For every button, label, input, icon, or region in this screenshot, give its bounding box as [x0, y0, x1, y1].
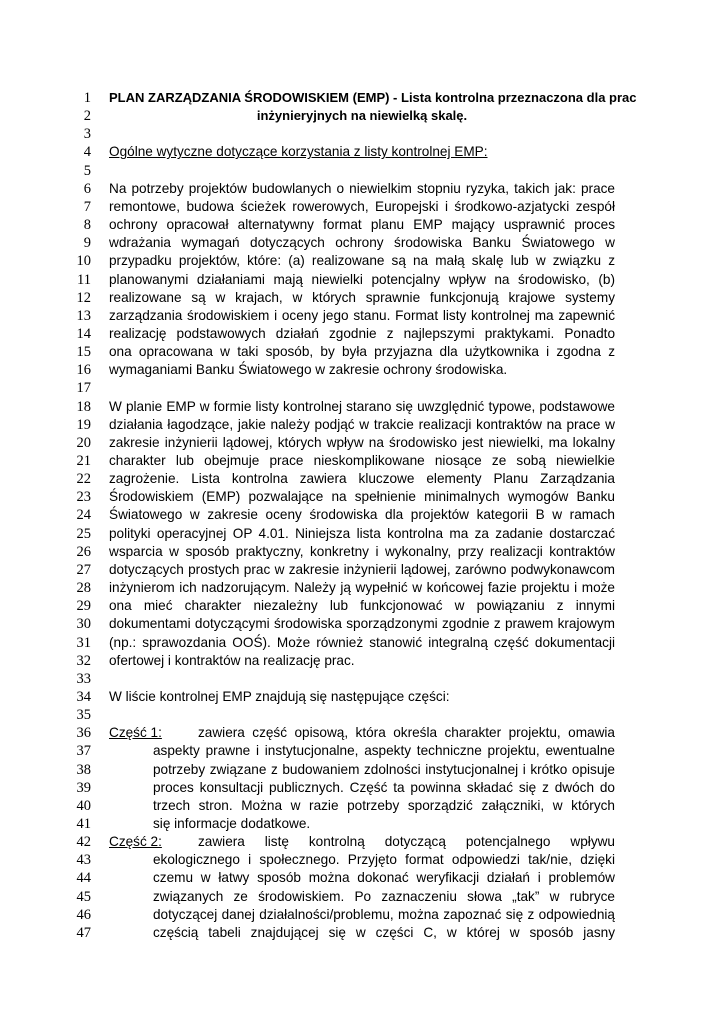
document-line — [0, 688, 724, 706]
line-number: 10 — [76, 253, 91, 270]
document-line — [0, 634, 724, 652]
line-number: 42 — [76, 834, 91, 851]
line-number: 46 — [76, 906, 91, 923]
document-line — [0, 779, 724, 797]
document-line — [0, 869, 724, 887]
paragraph-line: wsparcia w sposób praktyczny, konkretny i wykonalny, przy realizacji kontraktów — [109, 543, 615, 559]
paragraph-line: się informacje dodatkowe. — [153, 816, 311, 831]
line-number: 14 — [76, 325, 91, 342]
document-line — [0, 506, 724, 524]
line-number: 43 — [76, 852, 91, 869]
document-line — [0, 851, 724, 869]
section-heading: Ogólne wytyczne dotyczące korzystania z listy kontrolnej EMP: — [109, 144, 488, 160]
paragraph-line: planowanymi działaniami mają niewielki potencjalny wpływ na środowisko, (b) — [109, 271, 615, 287]
line-number: 35 — [76, 707, 91, 724]
document-line — [0, 815, 724, 833]
line-number: 22 — [76, 471, 91, 488]
document-line — [0, 833, 724, 851]
paragraph-line: zagrożenie. Lista kontrolna zawiera kluczowe elementy Planu Zarządzania — [109, 471, 615, 487]
line-number: 18 — [76, 398, 91, 415]
paragraph-line: realizację podstawowych działań zgodnie z najlepszymi praktykami. Ponadto — [109, 325, 615, 341]
line-number: 34 — [76, 688, 91, 705]
document-line — [0, 434, 724, 452]
document-line — [0, 180, 724, 198]
line-number: 11 — [77, 271, 91, 288]
line-number: 17 — [76, 380, 91, 397]
line-number: 41 — [76, 816, 91, 832]
document-line — [0, 924, 724, 942]
document-line — [0, 470, 724, 488]
document-title: inżynieryjnych na niewielką skalę. — [256, 108, 468, 124]
line-number: 45 — [76, 888, 91, 905]
part-first-line — [109, 833, 615, 851]
line-number: 24 — [76, 507, 91, 524]
line-number: 25 — [76, 525, 91, 542]
document-line — [0, 252, 724, 270]
line-number: 38 — [76, 761, 91, 778]
line-number: 21 — [76, 453, 91, 469]
document-line — [0, 761, 724, 779]
document-line — [0, 579, 724, 597]
document-line — [0, 561, 724, 579]
paragraph-line: związanych ze środowiskiem. Po zaznaczeniu słowa „tak” w rubryce — [153, 888, 615, 904]
paragraph-line: dokumentami dotyczącymi środowiska sporządzonymi zgodnie z prawem krajowym — [109, 616, 615, 632]
line-number: 47 — [76, 924, 91, 941]
line-number: 7 — [83, 198, 91, 215]
paragraph-line: Środowiskiem (EMP) pozwalające na spełnienie minimalnych wymogów Banku — [109, 489, 615, 505]
paragraph-line: przypadku projektów, które: (a) realizowane są na małą skalę lub w związku z — [109, 253, 615, 269]
document-line — [0, 198, 724, 216]
paragraph-line: W planie EMP w formie listy kontrolnej starano się uwzględnić typowe, podstawowe — [109, 398, 615, 414]
document-line — [0, 361, 724, 379]
paragraph-line: potrzeby związane z budowaniem zdolności instytucjonalnej i krótko opisuje — [153, 761, 615, 777]
document-line — [0, 234, 724, 252]
paragraph-line: dotyczącej danej działalności/problemu, można zapoznać się z odpowiednią — [153, 906, 615, 922]
document-line — [0, 107, 724, 125]
line-number: 15 — [76, 344, 91, 361]
document-line — [0, 452, 724, 470]
paragraph-line: Światowego w zakresie oceny środowiska dla projektów kategorii B w ramach — [109, 507, 615, 523]
document-line — [0, 379, 724, 397]
paragraph-line: ochrony opracował alternatywny format planu EMP mający usprawnić proces — [109, 217, 615, 233]
part-description: zawiera listę kontrolną dotyczącą potencjalnego wpływu — [198, 834, 615, 850]
document-line — [0, 416, 724, 434]
line-number: 37 — [76, 743, 91, 760]
line-number: 27 — [76, 561, 91, 578]
document-line — [0, 488, 724, 506]
part-label: Część 1: — [109, 725, 162, 741]
document-line — [0, 742, 724, 760]
paragraph-line: częścią tabeli znajdującej się w części C, w której w sposób jasny — [153, 924, 615, 940]
document-line — [0, 289, 724, 307]
document-line — [0, 670, 724, 688]
part-first-line — [109, 724, 615, 742]
document-line — [0, 125, 724, 143]
document-title: PLAN ZARZĄDZANIA ŚRODOWISKIEM (EMP) - Lista kontrolna przeznaczona dla prac — [109, 90, 637, 105]
document-line — [0, 271, 724, 289]
document-line — [0, 143, 724, 161]
line-number: 16 — [76, 362, 91, 379]
line-number: 36 — [76, 725, 91, 742]
paragraph-line: ekologicznego i społecznego. Przyjęto format odpowiedzi tak/nie, dzięki — [153, 852, 615, 868]
line-number: 26 — [76, 543, 91, 560]
document-line — [0, 162, 724, 180]
document-line — [0, 216, 724, 234]
document-line — [0, 724, 724, 742]
line-number: 8 — [83, 217, 91, 234]
paragraph-line: W liście kontrolnej EMP znajdują się następujące części: — [109, 688, 450, 704]
document-line — [0, 543, 724, 561]
paragraph-line: ona mieć charakter niezależny lub funkcjonować w powiązaniu z innymi — [109, 598, 615, 614]
line-number: 20 — [76, 434, 91, 451]
document-line — [0, 706, 724, 724]
paragraph-line: inżynierom ich nadzorującym. Należy ją wypełnić w końcowej fazie projektu i może — [109, 580, 615, 596]
paragraph-line: (np.: sprawozdania OOŚ). Może również stanowić integralną część dokumentacji — [109, 634, 615, 650]
line-number: 30 — [76, 616, 91, 633]
paragraph-line: ofertowej i kontraktów na realizację prac. — [109, 652, 355, 668]
paragraph-line: aspekty prawne i instytucjonalne, aspekty techniczne projektu, ewentualne — [153, 743, 615, 759]
document-line — [0, 525, 724, 543]
line-number: 28 — [76, 580, 91, 597]
document-line — [0, 597, 724, 615]
paragraph-line: charakter lub obejmuje prace nieskomplikowane niosące ze sobą niewielkie — [109, 453, 615, 468]
document-line — [0, 652, 724, 670]
line-number: 12 — [76, 289, 91, 306]
paragraph-line: dotyczących prostych prac w zakresie inżynierii lądowej, zarówno podwykonawcom — [109, 561, 615, 577]
line-number: 19 — [76, 416, 91, 433]
line-number: 44 — [76, 870, 91, 887]
paragraph-line: trzech stron. Można w razie potrzeby sporządzić załączniki, w których — [153, 797, 615, 813]
document-line — [0, 888, 724, 906]
paragraph-line: Na potrzeby projektów budowlanych o niewielkim stopniu ryzyka, takich jak: prace — [109, 180, 615, 196]
line-number: 32 — [76, 652, 91, 669]
document-line — [0, 343, 724, 361]
document-line — [0, 307, 724, 325]
line-number: 29 — [76, 598, 91, 615]
document-line — [0, 797, 724, 815]
document-line — [0, 906, 724, 924]
paragraph-line: wymaganiami Banku Światowego w zakresie ochrony środowiska. — [109, 362, 508, 378]
paragraph-line: zarządzania środowiskiem i oceny jego stanu. Format listy kontrolnej ma zapewnić — [109, 307, 615, 323]
line-number: 1 — [83, 90, 91, 106]
line-number: 31 — [76, 634, 91, 651]
paragraph-line: proces konsultacji publicznych. Część ta powinna składać się z dwóch do — [153, 779, 615, 795]
paragraph-line: zakresie inżynierii lądowej, których wpływ na środowisko jest niewielki, ma lokalny — [109, 434, 615, 450]
document-line — [0, 89, 724, 107]
paragraph-line: remontowe, budowa ścieżek rowerowych, Europejski i środkowo-azjatycki zespół — [109, 198, 615, 214]
part-description: zawiera część opisową, która określa charakter projektu, omawia — [198, 725, 615, 741]
document-line — [0, 615, 724, 633]
paragraph-line: działania łagodzące, jakie należy podjąć w trakcie realizacji kontraktów na prace w — [109, 416, 615, 432]
part-label: Część 2: — [109, 834, 162, 850]
line-number: 3 — [83, 126, 91, 143]
line-number: 9 — [83, 235, 91, 252]
line-number: 5 — [83, 162, 91, 179]
paragraph-line: czemu w łatwy sposób można dokonać weryfikacji działań i problemów — [153, 870, 615, 886]
line-number: 40 — [76, 797, 91, 814]
paragraph-line: realizowane są w krajach, w których sprawnie funkcjonują krajowe systemy — [109, 289, 615, 305]
paragraph-line: ona opracowana w taki sposób, by była przyjazna dla użytkownika i zgodna z — [109, 344, 615, 360]
line-number: 39 — [76, 779, 91, 796]
paragraph-line: wdrażania wymagań dotyczących ochrony środowiska Banku Światowego w — [109, 235, 615, 251]
document-line — [0, 325, 724, 343]
line-number: 2 — [83, 108, 91, 125]
document-line — [0, 398, 724, 416]
line-number: 33 — [76, 670, 91, 687]
paragraph-line: polityki operacyjnej OP 4.01. Niniejsza lista kontrolna ma za zadanie dostarczać — [109, 525, 615, 541]
line-number: 23 — [76, 489, 91, 506]
line-number: 13 — [76, 307, 91, 324]
line-number: 4 — [83, 144, 91, 161]
line-number: 6 — [83, 180, 91, 197]
